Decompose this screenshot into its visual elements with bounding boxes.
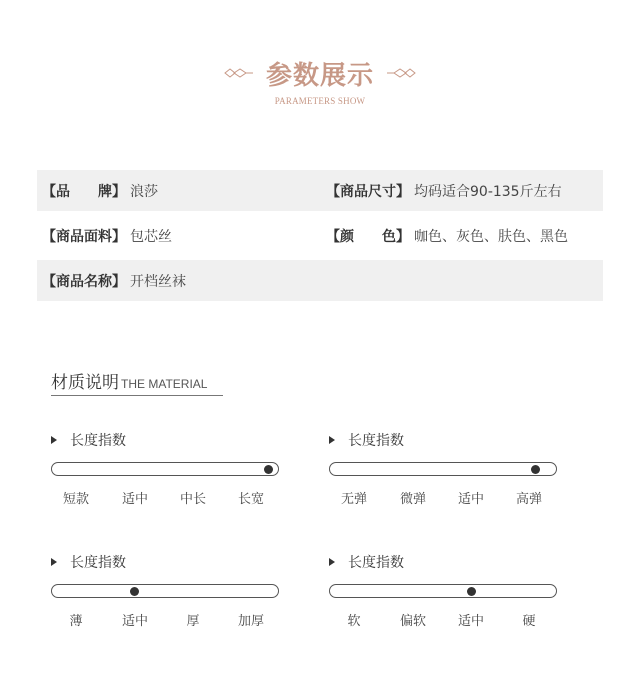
scale-label: 适中 bbox=[121, 492, 149, 507]
scale-label: 适中 bbox=[457, 492, 485, 507]
scale-title: 长度指数 bbox=[70, 433, 126, 449]
scale-indicator bbox=[130, 587, 139, 596]
right-ornament-icon bbox=[386, 68, 416, 78]
params-row bbox=[37, 215, 603, 256]
title-row bbox=[0, 56, 640, 90]
scale-label: 适中 bbox=[121, 614, 149, 629]
scale-labels bbox=[329, 488, 557, 506]
scale-labels bbox=[51, 488, 279, 506]
scale-label: 薄 bbox=[69, 614, 83, 629]
triangle-right-icon bbox=[329, 558, 335, 566]
param-color bbox=[326, 226, 603, 246]
param-value: 均码适合90-135斤左右 bbox=[414, 183, 562, 200]
scale-header bbox=[51, 430, 281, 450]
scale-track bbox=[329, 584, 557, 598]
scale-label: 无弹 bbox=[340, 492, 368, 507]
param-label: 【商品面料】 bbox=[42, 228, 126, 245]
scale-labels bbox=[329, 610, 557, 628]
scale-label: 加厚 bbox=[237, 614, 265, 629]
material-scale bbox=[51, 430, 281, 507]
param-fabric bbox=[37, 226, 326, 246]
scale-track bbox=[51, 462, 279, 476]
scale-indicator bbox=[467, 587, 476, 596]
scale-label: 短款 bbox=[62, 492, 90, 507]
param-label: 【颜 色】 bbox=[326, 228, 410, 245]
material-scale bbox=[329, 430, 559, 507]
scale-track bbox=[329, 462, 557, 476]
material-title bbox=[51, 368, 207, 393]
scale-title: 长度指数 bbox=[70, 555, 126, 571]
material-scale bbox=[329, 552, 559, 629]
scale-labels bbox=[51, 610, 279, 628]
scale-label: 高弹 bbox=[515, 492, 543, 507]
param-brand bbox=[37, 181, 326, 201]
page-subtitle: PARAMETERS SHOW bbox=[274, 96, 366, 106]
scale-track bbox=[51, 584, 279, 598]
param-value: 包芯丝 bbox=[130, 228, 172, 245]
scale-title: 长度指数 bbox=[348, 433, 404, 449]
scale-label: 硬 bbox=[522, 614, 536, 629]
left-ornament-icon bbox=[224, 68, 254, 78]
scale-indicator bbox=[264, 465, 273, 474]
triangle-right-icon bbox=[51, 436, 57, 444]
material-scale bbox=[51, 552, 281, 629]
scale-label: 偏软 bbox=[399, 614, 427, 629]
param-value: 开档丝袜 bbox=[130, 273, 186, 290]
material-title-en: THE MATERIAL bbox=[121, 377, 208, 391]
param-name bbox=[37, 271, 326, 291]
scale-header bbox=[329, 430, 559, 450]
param-label: 【商品尺寸】 bbox=[326, 183, 410, 200]
scale-label: 软 bbox=[347, 614, 361, 629]
scale-label: 长宽 bbox=[237, 492, 265, 507]
params-row bbox=[37, 260, 603, 301]
material-title-cn: 材质说明 bbox=[51, 373, 119, 393]
scale-title: 长度指数 bbox=[348, 555, 404, 571]
param-value: 浪莎 bbox=[130, 183, 158, 200]
page-title: 参数展示 bbox=[265, 60, 374, 91]
scale-label: 微弹 bbox=[399, 492, 427, 507]
scale-label: 厚 bbox=[186, 614, 200, 629]
param-label: 【商品名称】 bbox=[42, 273, 126, 290]
scale-label: 中长 bbox=[179, 492, 207, 507]
section-header bbox=[0, 56, 640, 106]
param-value: 咖色、灰色、肤色、黑色 bbox=[414, 228, 568, 245]
params-table bbox=[37, 170, 603, 301]
param-size bbox=[326, 181, 603, 201]
param-label: 【品 牌】 bbox=[42, 183, 126, 200]
material-title-underline bbox=[51, 395, 223, 396]
params-row bbox=[37, 170, 603, 211]
triangle-right-icon bbox=[51, 558, 57, 566]
scale-header bbox=[329, 552, 559, 572]
scale-header bbox=[51, 552, 281, 572]
triangle-right-icon bbox=[329, 436, 335, 444]
scale-label: 适中 bbox=[457, 614, 485, 629]
scale-indicator bbox=[531, 465, 540, 474]
